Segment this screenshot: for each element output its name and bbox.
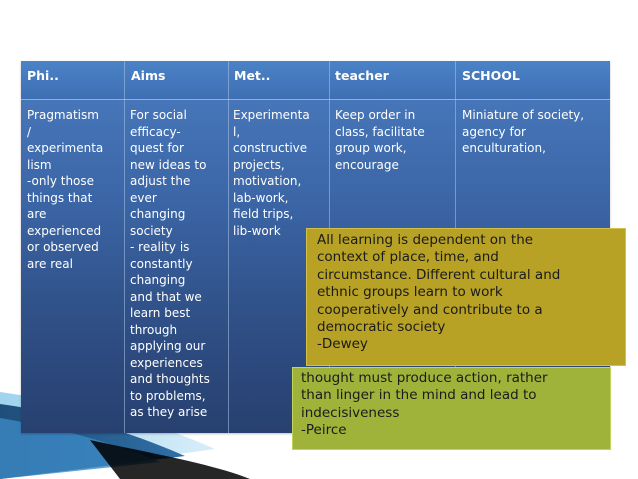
dewey-quote-author: -Dewey — [317, 336, 368, 353]
header-aims: Aims — [131, 68, 166, 83]
cell-methods: Experimenta l, constructive projects, motivation, lab-work, field trips, lib-work — [233, 108, 310, 238]
column-divider — [228, 61, 229, 433]
cell-aims: For social efficacy- quest for new ideas to adjust the ever changing society - reality is constantly changing and that we learn best through applying our experiences and thoughts to problems, as they arise — [130, 108, 210, 419]
cell-teacher: Keep order in class, facilitate group work, encourage — [335, 108, 425, 172]
table-header-row — [21, 61, 610, 100]
peirce-quote-text: thought must produce action, rather than linger in the mind and lead to indecisiveness — [301, 370, 548, 421]
peirce-quote-box — [292, 367, 611, 450]
dewey-quote-box — [306, 228, 626, 366]
cell-school: Miniature of society, agency for enculturation, — [462, 108, 585, 155]
dewey-quote-text: All learning is dependent on the context of place, time, and circumstance. Different cultural and ethnic groups learn to work cooperatively and contribute to a democratic society — [317, 232, 561, 336]
header-philosophy: Phi.. — [27, 68, 59, 83]
cell-philosophy: Pragmatism / experimenta lism -only those things that are experienced or observed are real — [27, 108, 104, 271]
header-school: SCHOOL — [462, 68, 520, 83]
header-methods: Met.. — [234, 68, 271, 83]
header-teacher: teacher — [335, 68, 389, 83]
column-divider — [124, 61, 125, 433]
peirce-quote-author: -Peirce — [301, 422, 347, 439]
